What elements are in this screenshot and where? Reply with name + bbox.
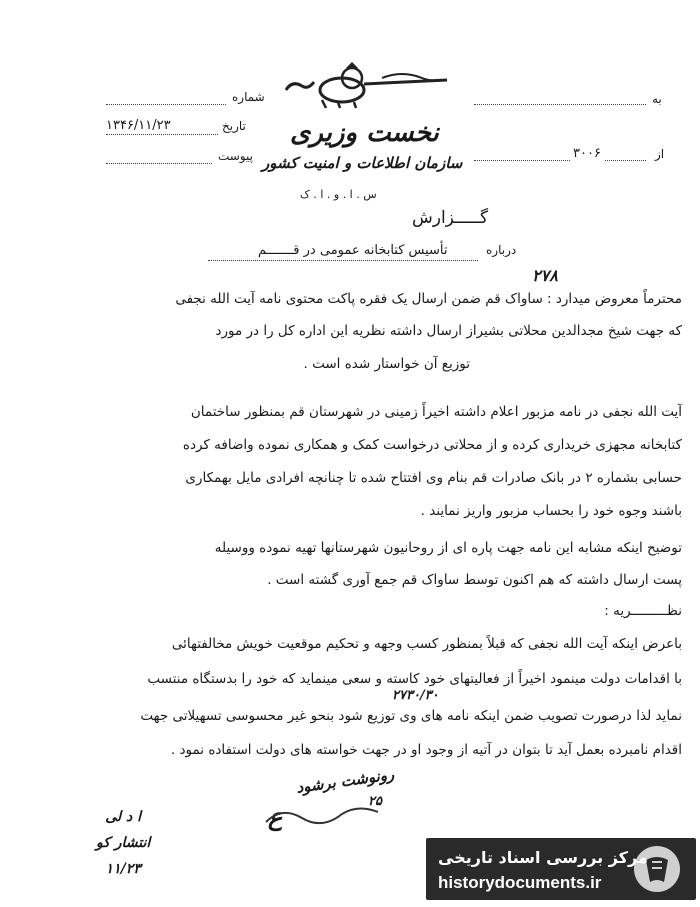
subject-label: درباره [486,243,517,257]
signature-initial: ع [268,802,283,831]
attachment-label: پیوست [218,149,253,163]
body-line: آیت الله نجفی در نامه مزبور اعلام داشته اخیراً زمینی در شهرستان قم بمنظور ساختمان [190,404,682,420]
to-field-line [474,104,646,105]
opinion-line: با اقدامات دولت مینمود اخیراً از فعالیتهای خود کاسته و سعی مینماید که خود را بدستگاه منتسب [147,671,682,687]
number-label: شماره [232,90,265,104]
opinion-line: نماید لذا درصورت تصویب ضمن اینکه نامه های وی توزیع شود بنحو غیر محسوسی تسهیلاتی جهت [140,708,682,724]
subject-field-line [208,260,478,261]
approval-number: ۲۵ [368,794,382,809]
body-line: باشند وجوه خود را بحساب مزبور واریز نمایند . [420,503,682,519]
left-note-line: ا د لی [105,809,142,825]
date-value: ۱۳۴۶/۱۱/۲۳ [106,118,171,133]
lion-and-sun-emblem [282,60,452,114]
report-heading: گـــــزارش [412,208,489,228]
to-label: به [652,92,662,106]
handwritten-insert: ۲۷۳۰/۳۰ [392,688,439,703]
opinion-line: اقدام نامبرده بعمل آید تا بتوان در آتیه از وجود او در جهت خواسته های دولت استفاده نمود . [170,742,682,758]
number-field-line [106,104,226,105]
letterhead-code: س . ا . و . ا . ک [300,188,377,201]
body-line: توضیح اینکه مشابه این نامه جهت پاره ای از روحانیون شهرستانها تهیه نموده ووسیله [214,540,682,556]
from-field-line [474,160,646,161]
body-line: کتابخانه مجهزی خریداری کرده و از محلاتی درخواست کمک و همکاری نموده واضافه کرده [182,437,682,453]
date-field-line [106,134,218,135]
watermark-url: historydocuments.ir [438,873,602,892]
approval-note: رونوشت برشود [295,765,396,797]
body-line: که جهت شیخ مجدالدین محلاتی بشیراز ارسال داشته نظریه این اداره کل را در مورد [215,323,682,339]
left-handwritten-note [96,804,150,882]
body-line: توزیع آن خواستار شده است . [303,356,470,372]
subject-value: تأسیس کتابخانه عمومی در قـــــــم [258,243,448,258]
body-line: پست ارسال داشته که هم اکنون توسط ساواک قم جمع آوری گشته است . [267,572,682,588]
from-value: ۳۰۰۶ [570,146,604,161]
opinion-line: باعرض اینکه آیت الله نجفی که قبلاً بمنظور کسب وجهه و تحکیم موقعیت خویش مخالفتهائی [171,636,682,652]
left-note-line: ۱۱/۲۳ [105,861,141,877]
body-line: حسابی بشماره ۲ در بانک صادرات قم بنام وی افتتاح شده تا چنانچه افرادی مایل بهمکاری [185,470,682,486]
margin-note: ۲۷۸ [532,266,558,285]
watermark-title: مرکز بررسی اسناد تاریخی [438,848,648,867]
opinion-heading: نظـــــــــریه : [604,603,682,619]
signature-mark [262,798,382,838]
letterhead-org: سازمان اطلاعات و امنیت کشور [262,154,463,172]
attachment-field-line [106,163,212,164]
body-line: محترماً معروض میدارد : ساواک قم ضمن ارسال یک فقره پاکت محتوی نامه آیت الله نجفی [175,291,682,307]
letterhead-title: نخست وزیری [290,118,439,148]
date-label: تاریخ [222,119,246,133]
from-label: از [655,147,665,161]
left-note-line: انتشار کو [96,835,151,851]
